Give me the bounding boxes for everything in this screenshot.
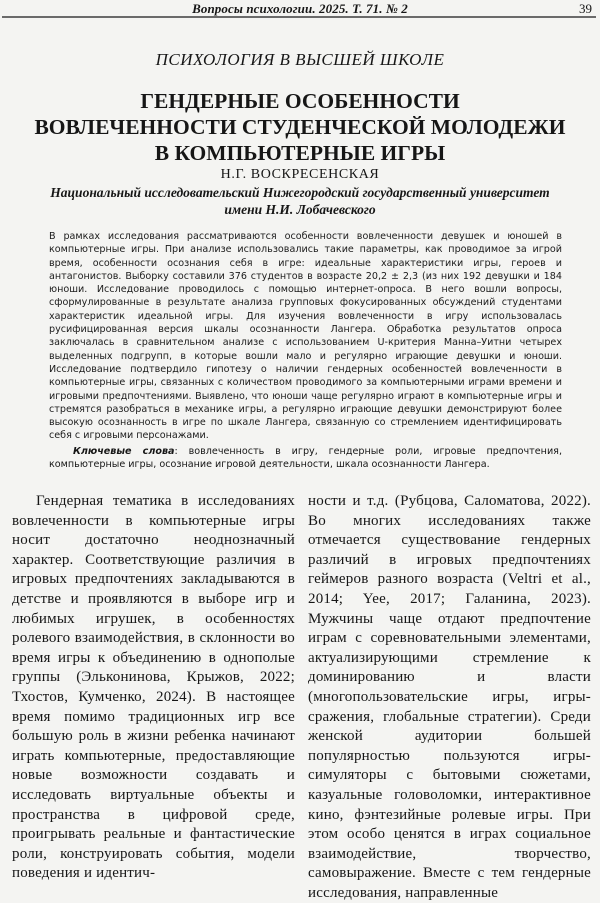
journal-citation: Вопросы психологии. 2025. Т. 71. № 2 (192, 1, 408, 16)
body-column-left (12, 492, 295, 884)
affiliation-line-1: Национальный исследовательский Нижегородский государственный университет (50, 185, 550, 200)
abstract: В рамках исследования рассматриваются особенности вовлеченности девушек и юношей в компьютерные игры. При анализе использовались такие параметры, как проводимое за игрой время, особенности осознания себя в игре: идеальные характеристики игры, героев и антагонистов. Выборку составили 376 студентов в возрасте 20,2 ± 2,3 (из них 192 девушки и 184 юноши. Исследование проводилось с помощью интернет-опроса. В него вошли вопросы, сформулированные в результате анализа групповых фокусированных обсуждений студентами характеристик идеальной игры. Для изучения вовлеченности в игру использовалась русифицированная версия шкалы осознанности Лангера. Обработка результатов опроса заключалась в сравнительном анализе с использованием U-критерия Манна–Уитни четырех выделенных подгрупп, в которые вошли мало и регулярно играющие девушки и юноши. Исследование подтвердило гипотезу о наличии гендерных особенностей вовлеченности в компьютерные игры, связанных с количеством проводимого за компьютерными играми времени и игровыми предпочтениями. Выявлено, что юноши чаще регулярно играют в компьютерные игры и стремятся разобраться в механике игры, а регулярно играющие девушки демонстрируют более высокую осознанность в игре по шкале Лангера, связанную со стремлением идентифицировать себя с игровыми персонажами. (49, 231, 562, 442)
page-number: 39 (579, 1, 592, 16)
keywords (49, 445, 562, 472)
keywords-text: : вовлеченность в игру, гендерные роли, игровые предпочтения, компьютерные игры, осознание игровой деятельности, шкала осознанности Лангера. (49, 446, 562, 471)
article-title (0, 88, 600, 166)
header-rule (2, 16, 596, 18)
keywords-label: Ключевые слова (73, 446, 175, 457)
body-paragraph: Гендерная тематика в исследованиях вовлеченности в компьютерные игры носит достаточно неоднозначный характер. Соответствующие различия в игровых предпочтениях закладываются в детстве и проявляются в выборе игр и любимых игрушек, в особенностях ролевого взаимодействия, в склонности во время игры к объединению в однополые группы (Эльконинова, Крыжов, 2022; Тхостов, Кумченко, 2024). В настоящее время помимо традиционных игр все большую роль в жизни ребенка начинают играть компьютерные, предоставляющие новые возможности создавать и исследовать виртуальные объекты и пространства в цифровой среде, проигрывать реальные и фантастические роли, конструировать события, модели поведения и идентич- (12, 493, 295, 882)
body-column-right (308, 492, 591, 903)
affiliation-line-2: имени Н.И. Лобачевского (224, 202, 376, 217)
author-name: Н.Г. ВОСКРЕСЕНСКАЯ (220, 167, 380, 182)
author-affiliation (0, 184, 600, 218)
title-line-3: В КОМПЬЮТЕРНЫЕ ИГРЫ (154, 141, 446, 165)
section-heading: ПСИХОЛОГИЯ В ВЫСШЕЙ ШКОЛЕ (155, 50, 445, 69)
title-line-2: ВОВЛЕЧЕННОСТИ СТУДЕНЧЕСКОЙ МОЛОДЕЖИ (34, 115, 566, 139)
title-line-1: ГЕНДЕРНЫЕ ОСОБЕННОСТИ (140, 89, 460, 113)
body-paragraph: ности и т.д. (Рубцова, Саломатова, 2022). Во многих исследованиях также отмечается существование гендерных различий в игровых предпочтениях геймеров разного возраста (Veltri et al., 2014; Yee, 2017; Галанина, 2023). Мужчины чаще отдают предпочтение играм с соревновательными элементами, актуализирующими стремление к доминированию и власти (многопользовательские игры, игры-сражения, глобальные стратегии). Среди женской аудитории большей популярностью пользуются игры-симуляторы с бытовыми сюжетами, казуальные головоломки, интерактивное кино, фэнтезийные ролевые игры. При этом особо ценятся в играх социальное взаимодействие, творчество, самовыражение. Вместе с тем гендерные исследования, направленные (308, 493, 591, 901)
